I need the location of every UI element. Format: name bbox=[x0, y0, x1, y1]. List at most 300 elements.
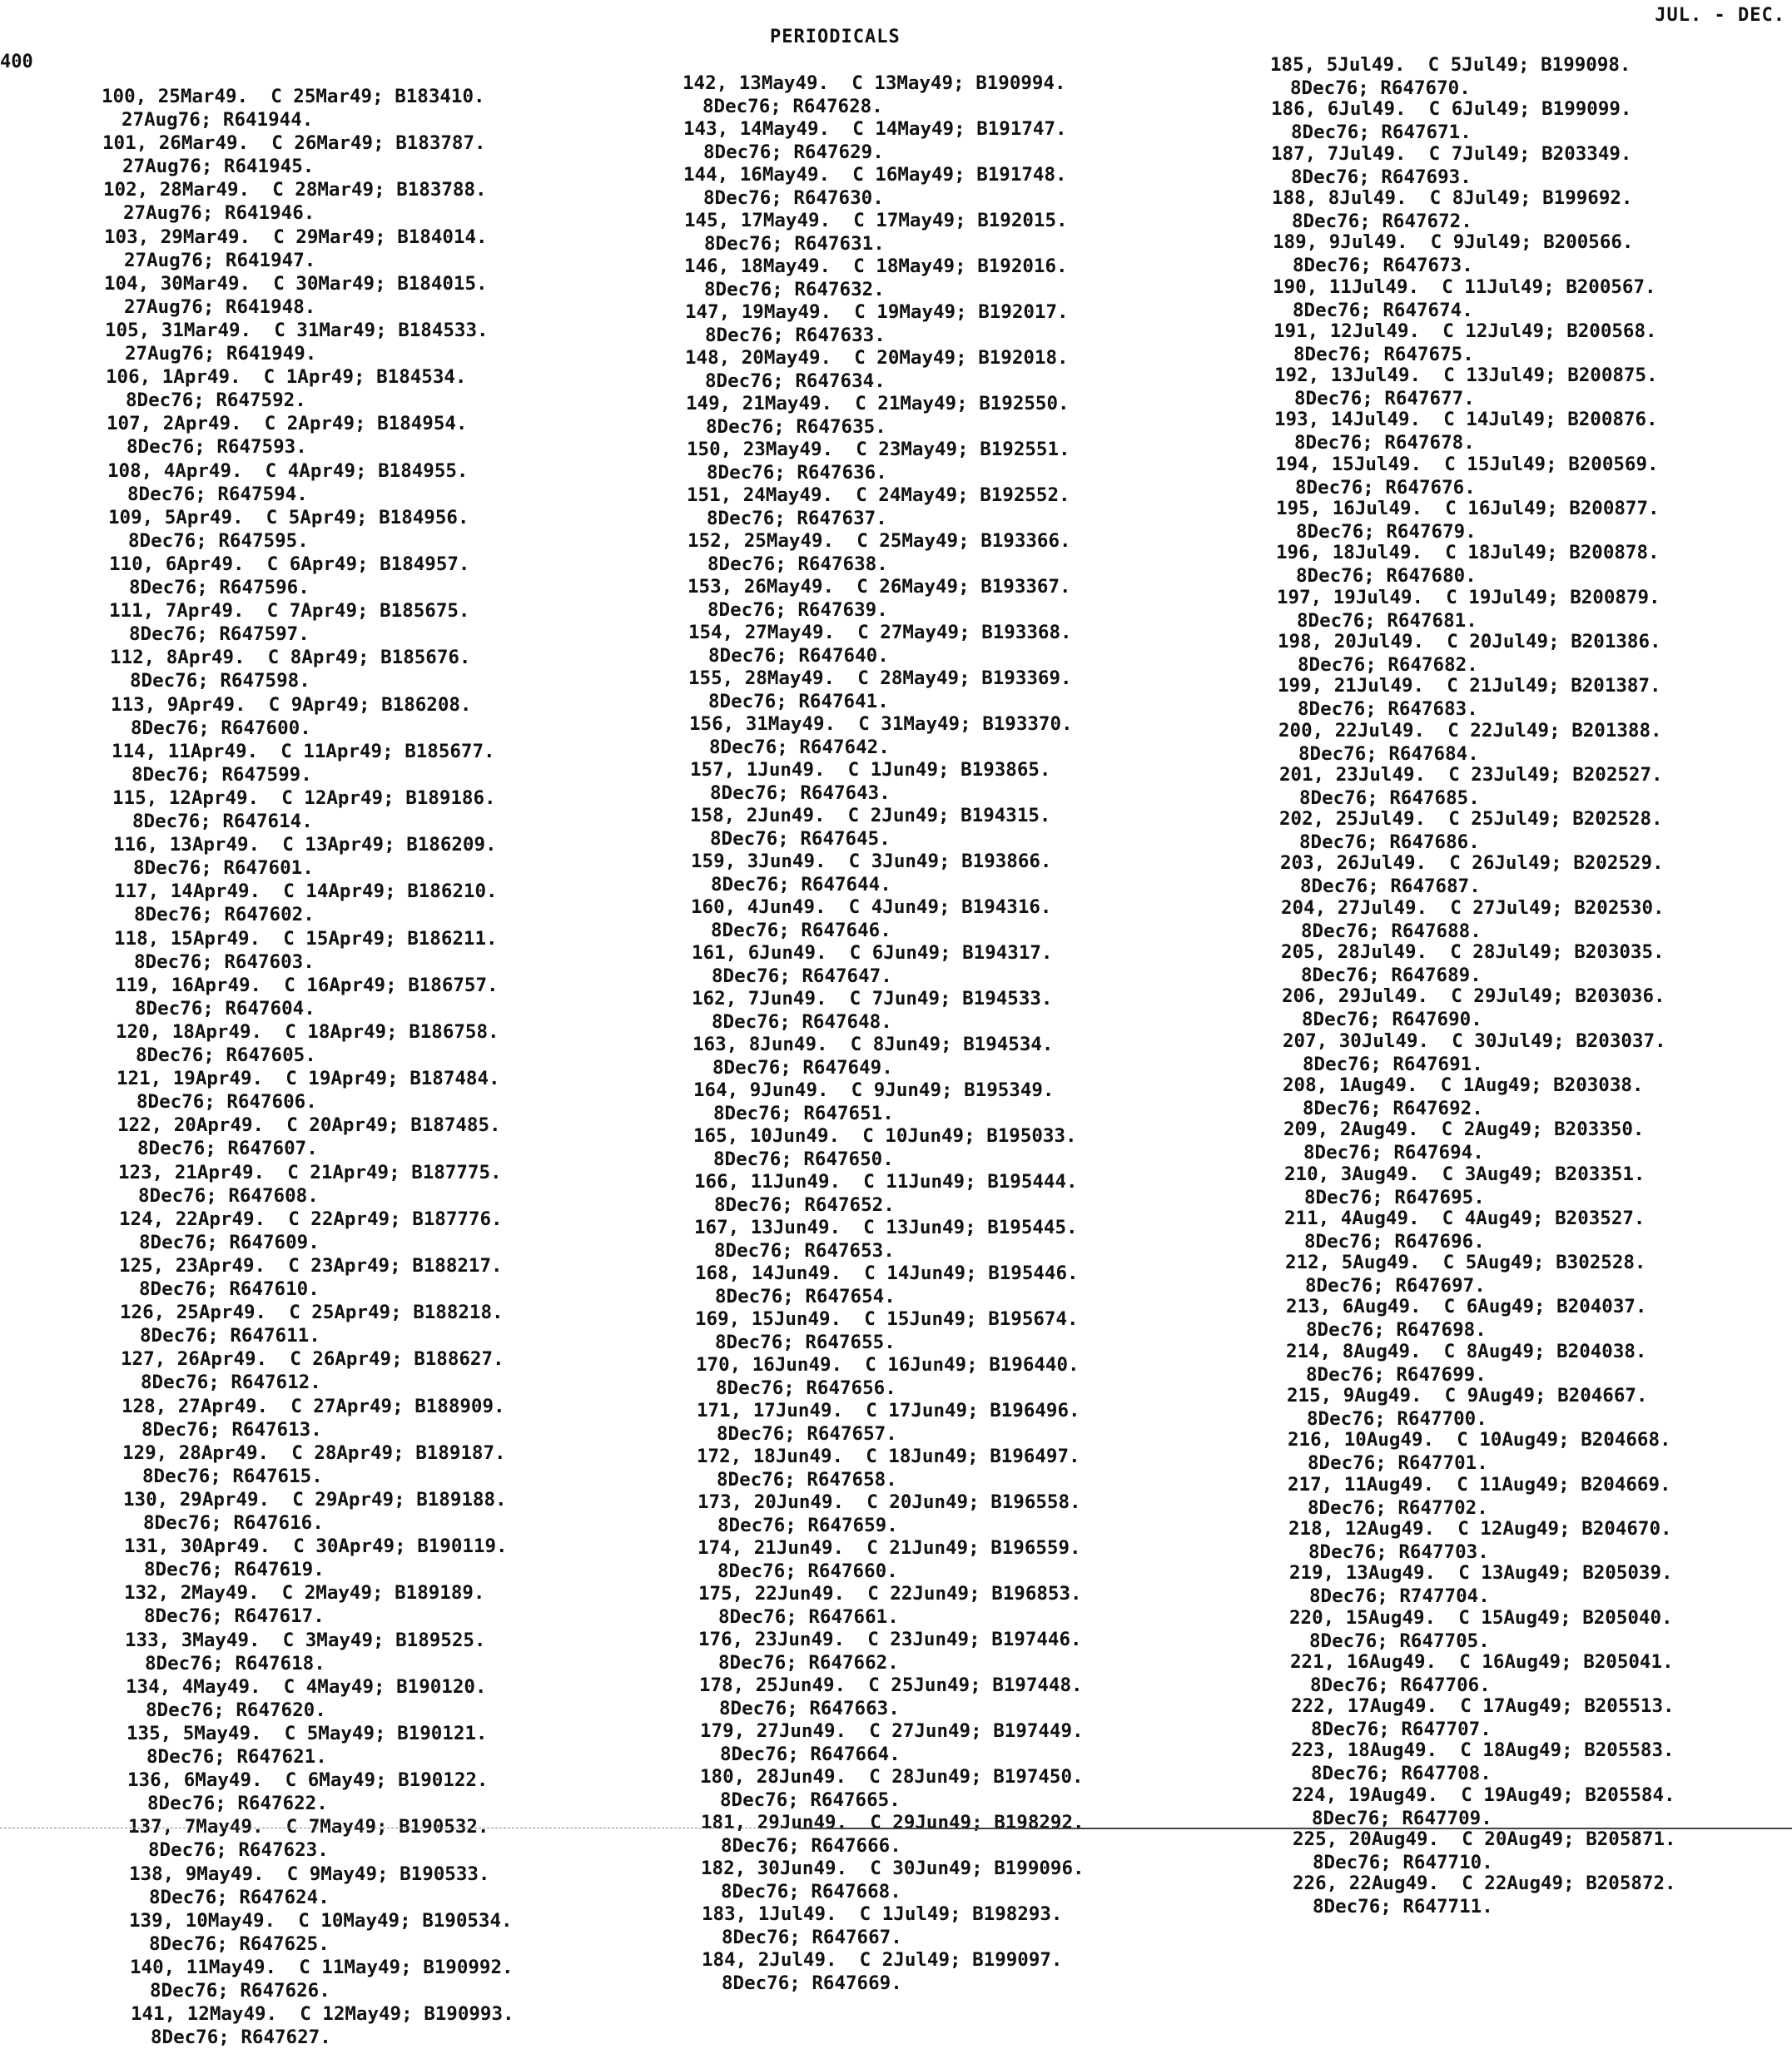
entry-line-2: 8Dec76; R647602. bbox=[134, 904, 315, 926]
entry-line-2: 8Dec76; R647638. bbox=[707, 553, 888, 575]
registration-entry bbox=[1273, 231, 1792, 277]
registration-entry bbox=[697, 1536, 1230, 1583]
entry-line-1: 116, 13Apr49. C 13Apr49; B186209. bbox=[113, 834, 497, 856]
registration-entry bbox=[111, 693, 643, 740]
registration-entry bbox=[125, 1629, 658, 1675]
entry-line-1: 194, 15Jul49. C 15Jul49; B200569. bbox=[1275, 453, 1659, 475]
entry-line-2: 8Dec76; R647679. bbox=[1296, 521, 1477, 543]
entry-line-1: 205, 28Jul49. C 28Jul49; B203035. bbox=[1281, 941, 1665, 963]
registration-entry bbox=[1270, 53, 1792, 100]
entry-line-2: 8Dec76; R647669. bbox=[722, 1972, 902, 1994]
registration-entry bbox=[115, 974, 648, 1020]
entry-line-1: 169, 15Jun49. C 15Jun49; B195674. bbox=[695, 1308, 1079, 1330]
entry-line-2: 8Dec76; R647639. bbox=[707, 599, 888, 621]
registration-entry bbox=[118, 1161, 651, 1208]
entry-line-2: 8Dec76; R647698. bbox=[1306, 1319, 1487, 1342]
entry-line-2: 8Dec76; R647655. bbox=[715, 1332, 896, 1353]
registration-entry bbox=[683, 72, 1215, 118]
entry-line-1: 189, 9Jul49. C 9Jul49; B200566. bbox=[1273, 231, 1634, 254]
registration-entry bbox=[1289, 1561, 1792, 1608]
entry-line-1: 149, 21May49. C 21May49; B192550. bbox=[686, 393, 1070, 414]
registration-entry bbox=[697, 1399, 1229, 1446]
registration-entry bbox=[123, 1488, 656, 1535]
entry-line-1: 192, 13Jul49. C 13Jul49; B200875. bbox=[1274, 365, 1658, 387]
entry-line-1: 105, 31Mar49. C 31Mar49; B184533. bbox=[105, 320, 489, 341]
registration-entry bbox=[129, 1863, 662, 1909]
entry-line-2: 8Dec76; R647653. bbox=[714, 1240, 895, 1262]
entry-line-1: 213, 6Aug49. C 6Aug49; B204037. bbox=[1286, 1296, 1647, 1318]
entry-line-1: 102, 28Mar49. C 28Mar49; B183788. bbox=[103, 179, 487, 201]
registration-entry bbox=[695, 1262, 1228, 1308]
entry-line-2: 8Dec76; R647641. bbox=[708, 691, 889, 712]
entry-line-2: 8Dec76; R647670. bbox=[1290, 77, 1471, 99]
registration-entry bbox=[701, 1811, 1234, 1858]
entry-line-1: 178, 25Jun49. C 25Jun49; B197448. bbox=[699, 1674, 1083, 1696]
entry-line-2: 8Dec76; R647636. bbox=[707, 462, 887, 484]
entry-line-1: 208, 1Aug49. C 1Aug49; B203038. bbox=[1283, 1074, 1644, 1096]
scan-rule-solid bbox=[799, 1828, 1792, 1829]
entry-line-2: 8Dec76; R647693. bbox=[1291, 166, 1472, 188]
registration-entry bbox=[1284, 1207, 1792, 1253]
entry-line-1: 161, 6Jun49. C 6Jun49; B194317. bbox=[692, 942, 1053, 964]
entry-line-1: 120, 18Apr49. C 18Apr49; B186758. bbox=[116, 1021, 499, 1043]
entry-line-1: 100, 25Mar49. C 25Mar49; B183410. bbox=[102, 86, 485, 107]
registration-entry bbox=[692, 1033, 1225, 1079]
entry-line-2: 8Dec76; R647618. bbox=[145, 1652, 325, 1674]
registration-entry bbox=[1279, 807, 1792, 854]
entry-line-1: 134, 4May49. C 4May49; B190120. bbox=[126, 1675, 487, 1698]
registration-entry bbox=[105, 319, 638, 365]
entry-line-2: 8Dec76; R647625. bbox=[149, 1932, 330, 1955]
registration-entry bbox=[683, 163, 1216, 210]
entry-line-2: 8Dec76; R647659. bbox=[717, 1515, 898, 1536]
registration-entry bbox=[120, 1301, 653, 1347]
entry-line-2: 8Dec76; R647657. bbox=[717, 1423, 897, 1445]
entry-line-1: 143, 14May49. C 14May49; B191747. bbox=[683, 118, 1067, 140]
entry-line-1: 226, 22Aug49. C 22Aug49; B205872. bbox=[1293, 1873, 1676, 1895]
registration-entry bbox=[1289, 1606, 1792, 1653]
entry-line-1: 163, 8Jun49. C 8Jun49; B194534. bbox=[692, 1034, 1054, 1055]
entry-line-1: 214, 8Aug49. C 8Aug49; B204038. bbox=[1286, 1340, 1647, 1362]
entry-line-2: 8Dec76; R647631. bbox=[704, 233, 885, 255]
entry-line-2: 8Dec76; R647599. bbox=[132, 763, 312, 786]
registration-entry bbox=[106, 365, 638, 412]
entry-line-1: 219, 13Aug49. C 13Aug49; B205039. bbox=[1289, 1562, 1673, 1585]
entry-line-1: 193, 14Jul49. C 14Jul49; B200876. bbox=[1274, 409, 1658, 431]
entry-line-1: 166, 11Jun49. C 11Jun49; B195444. bbox=[694, 1171, 1078, 1193]
registration-entry bbox=[1282, 985, 1792, 1031]
entry-line-2: 8Dec76; R647690. bbox=[1302, 1009, 1482, 1031]
entry-line-1: 135, 5May49. C 5May49; B190121. bbox=[127, 1723, 488, 1744]
registration-entry bbox=[114, 880, 647, 926]
registration-entry bbox=[684, 209, 1217, 256]
entry-line-1: 128, 27Apr49. C 27Apr49; B188909. bbox=[122, 1395, 505, 1417]
registration-entry bbox=[692, 941, 1224, 988]
entry-line-1: 138, 9May49. C 9May49; B190533. bbox=[129, 1863, 490, 1885]
entry-line-2: 8Dec76; R647689. bbox=[1301, 965, 1482, 986]
entry-line-1: 216, 10Aug49. C 10Aug49; B204668. bbox=[1288, 1429, 1671, 1451]
entry-line-1: 187, 7Jul49. C 7Jul49; B203349. bbox=[1271, 142, 1632, 165]
entry-line-1: 160, 4Jun49. C 4Jun49; B194316. bbox=[691, 896, 1052, 918]
registration-entry bbox=[683, 117, 1216, 164]
entry-line-2: 8Dec76; R647699. bbox=[1306, 1363, 1487, 1386]
entry-line-1: 130, 29Apr49. C 29Apr49; B189188. bbox=[123, 1489, 507, 1511]
entry-line-2: 27Aug76; R641946. bbox=[123, 202, 315, 225]
entry-line-1: 204, 27Jul49. C 27Jul49; B202530. bbox=[1281, 896, 1665, 919]
registration-entry bbox=[117, 1114, 650, 1160]
page-title: PERIODICALS bbox=[770, 27, 901, 47]
registration-entry bbox=[113, 833, 646, 880]
entry-line-2: 8Dec76; R747704. bbox=[1309, 1585, 1490, 1608]
registration-entry bbox=[1283, 1074, 1792, 1120]
registration-entry bbox=[690, 804, 1223, 851]
registration-entry bbox=[1288, 1517, 1792, 1564]
entry-line-2: 8Dec76; R647661. bbox=[718, 1606, 899, 1628]
registration-entry bbox=[104, 272, 637, 319]
entry-line-2: 8Dec76; R647680. bbox=[1296, 565, 1477, 588]
registration-entry bbox=[1286, 1295, 1792, 1342]
registration-entry bbox=[130, 1956, 663, 2002]
entry-line-1: 107, 2Apr49. C 2Apr49; B184954. bbox=[107, 413, 468, 435]
entry-line-2: 8Dec76; R647682. bbox=[1298, 653, 1478, 676]
entry-line-2: 8Dec76; R647709. bbox=[1312, 1807, 1492, 1829]
entry-line-1: 175, 22Jun49. C 22Jun49; B196853. bbox=[698, 1583, 1082, 1605]
entry-line-2: 8Dec76; R647633. bbox=[705, 325, 886, 346]
entry-line-1: 181, 29Jun49. C 29Jun49; B198292. bbox=[701, 1812, 1085, 1833]
registration-entry bbox=[691, 896, 1224, 942]
registration-entry bbox=[131, 2002, 663, 2049]
entry-line-2: 8Dec76; R647677. bbox=[1294, 388, 1475, 410]
entry-line-1: 164, 9Jun49. C 9Jun49; B195349. bbox=[693, 1079, 1055, 1101]
entry-line-1: 210, 3Aug49. C 3Aug49; B203351. bbox=[1284, 1163, 1646, 1185]
entry-line-2: 27Aug76; R641945. bbox=[122, 156, 315, 178]
entry-line-1: 188, 8Jul49. C 8Jul49; B199692. bbox=[1272, 186, 1633, 209]
entry-line-1: 211, 4Aug49. C 4Aug49; B203527. bbox=[1284, 1207, 1646, 1229]
entry-line-1: 179, 27Jun49. C 27Jun49; B197449. bbox=[700, 1720, 1084, 1742]
entry-line-1: 115, 12Apr49. C 12Apr49; B189186. bbox=[112, 787, 496, 809]
entry-line-1: 167, 13Jun49. C 13Jun49; B195445. bbox=[694, 1217, 1078, 1238]
entry-line-1: 184, 2Jul49. C 2Jul49; B199097. bbox=[702, 1949, 1063, 1971]
entry-line-1: 122, 20Apr49. C 20Apr49; B187485. bbox=[117, 1114, 501, 1137]
registration-entry bbox=[119, 1208, 652, 1254]
entry-line-1: 158, 2Jun49. C 2Jun49; B194315. bbox=[690, 805, 1051, 826]
registration-entry bbox=[124, 1581, 657, 1628]
registration-entry bbox=[112, 740, 644, 786]
entry-line-2: 8Dec76; R647609. bbox=[139, 1231, 320, 1253]
entry-line-2: 8Dec76; R647613. bbox=[141, 1418, 322, 1441]
entry-line-2: 8Dec76; R647691. bbox=[1303, 1053, 1483, 1075]
entry-line-1: 137, 7May49. C 7May49; B190532. bbox=[128, 1816, 489, 1838]
entry-line-2: 8Dec76; R647593. bbox=[127, 436, 307, 459]
registration-entry bbox=[124, 1535, 657, 1581]
entry-line-2: 8Dec76; R647707. bbox=[1311, 1719, 1492, 1741]
entry-line-1: 224, 19Aug49. C 19Aug49; B205584. bbox=[1292, 1784, 1675, 1806]
registration-entry bbox=[1285, 1251, 1792, 1297]
registration-entry bbox=[1278, 719, 1792, 766]
entry-line-1: 123, 21Apr49. C 21Apr49; B187775. bbox=[118, 1161, 502, 1183]
entry-line-2: 8Dec76; R647637. bbox=[707, 508, 887, 529]
registration-entry bbox=[103, 178, 636, 225]
registration-entry bbox=[687, 438, 1219, 484]
entry-line-2: 8Dec76; R647658. bbox=[717, 1469, 897, 1491]
entry-line-2: 8Dec76; R647650. bbox=[713, 1149, 894, 1170]
entry-line-1: 152, 25May49. C 25May49; B193366. bbox=[688, 530, 1071, 552]
entry-line-2: 27Aug76; R641948. bbox=[124, 295, 316, 318]
entry-line-1: 127, 26Apr49. C 26Apr49; B188627. bbox=[121, 1348, 504, 1371]
registration-entry bbox=[691, 850, 1224, 896]
entry-line-1: 145, 17May49. C 17May49; B192015. bbox=[684, 210, 1068, 231]
entry-line-1: 220, 15Aug49. C 15Aug49; B205040. bbox=[1289, 1606, 1673, 1629]
entry-line-2: 8Dec76; R647652. bbox=[714, 1194, 895, 1216]
entry-line-2: 8Dec76; R647672. bbox=[1292, 210, 1472, 232]
entry-line-1: 126, 25Apr49. C 25Apr49; B188218. bbox=[120, 1302, 504, 1324]
entry-line-1: 153, 26May49. C 26May49; B193367. bbox=[688, 576, 1071, 598]
entry-line-1: 125, 23Apr49. C 23Apr49; B188217. bbox=[119, 1255, 503, 1277]
entry-line-2: 8Dec76; R647675. bbox=[1293, 343, 1474, 365]
entry-line-2: 8Dec76; R647622. bbox=[147, 1793, 328, 1815]
entry-line-2: 8Dec76; R647697. bbox=[1305, 1275, 1486, 1297]
registration-entry bbox=[694, 1170, 1227, 1217]
registration-entry bbox=[1281, 896, 1792, 943]
registration-entry bbox=[689, 712, 1222, 759]
entry-line-1: 146, 18May49. C 18May49; B192016. bbox=[684, 256, 1068, 277]
entry-line-1: 106, 1Apr49. C 1Apr49; B184534. bbox=[106, 366, 467, 389]
entry-line-1: 225, 20Aug49. C 20Aug49; B205871. bbox=[1293, 1828, 1676, 1850]
entry-line-2: 8Dec76; R647608. bbox=[138, 1184, 319, 1207]
registration-entry bbox=[1287, 1384, 1792, 1431]
entry-line-1: 217, 11Aug49. C 11Aug49; B204669. bbox=[1288, 1473, 1671, 1496]
entry-line-2: 8Dec76; R647594. bbox=[127, 483, 308, 505]
entry-line-2: 8Dec76; R647651. bbox=[713, 1103, 894, 1124]
registration-entry bbox=[116, 1020, 648, 1067]
entry-line-2: 8Dec76; R647683. bbox=[1298, 698, 1478, 721]
entry-line-1: 151, 24May49. C 24May49; B192552. bbox=[687, 484, 1070, 506]
registration-entry bbox=[1290, 1650, 1792, 1697]
entry-line-2: 27Aug76; R641947. bbox=[124, 249, 316, 271]
entry-line-1: 121, 19Apr49. C 19Apr49; B187484. bbox=[117, 1068, 500, 1090]
entry-line-2: 8Dec76; R647684. bbox=[1298, 742, 1479, 765]
entry-line-1: 144, 16May49. C 16May49; B191748. bbox=[683, 164, 1067, 186]
entry-line-2: 8Dec76; R647635. bbox=[706, 416, 886, 438]
entry-line-1: 168, 14Jun49. C 14Jun49; B195446. bbox=[695, 1263, 1079, 1284]
registration-entry bbox=[687, 484, 1219, 530]
registration-entry bbox=[1272, 186, 1792, 233]
entry-line-1: 110, 6Apr49. C 6Apr49; B184957. bbox=[109, 553, 470, 575]
registration-entry bbox=[699, 1674, 1232, 1720]
entry-line-2: 8Dec76; R647681. bbox=[1297, 609, 1477, 632]
registration-entry bbox=[695, 1307, 1228, 1354]
entry-line-2: 8Dec76; R647654. bbox=[715, 1286, 896, 1307]
entry-line-1: 195, 16Jul49. C 16Jul49; B200877. bbox=[1276, 498, 1660, 519]
entry-line-1: 202, 25Jul49. C 25Jul49; B202528. bbox=[1279, 808, 1663, 831]
registration-entry bbox=[1280, 851, 1792, 898]
registration-entry bbox=[102, 85, 634, 131]
registration-entry bbox=[112, 786, 645, 833]
entry-line-2: 8Dec76; R647616. bbox=[143, 1512, 324, 1534]
registration-entry bbox=[692, 987, 1224, 1034]
entry-line-2: 8Dec76; R647665. bbox=[720, 1789, 901, 1811]
registration-entry bbox=[109, 553, 642, 599]
entry-line-1: 183, 1Jul49. C 1Jul49; B198293. bbox=[702, 1903, 1063, 1925]
entry-line-1: 132, 2May49. C 2May49; B189189. bbox=[124, 1582, 485, 1605]
entry-line-1: 198, 20Jul49. C 20Jul49; B201386. bbox=[1278, 630, 1661, 652]
registration-entry bbox=[109, 599, 642, 646]
registration-entry bbox=[126, 1675, 658, 1722]
registration-entry bbox=[686, 392, 1219, 439]
entry-line-2: 8Dec76; R647696. bbox=[1304, 1230, 1485, 1253]
registration-entry bbox=[700, 1765, 1233, 1812]
registration-entry bbox=[1283, 1118, 1792, 1164]
entry-line-1: 113, 9Apr49. C 9Apr49; B186208. bbox=[111, 693, 472, 716]
registration-entry bbox=[127, 1769, 660, 1815]
entry-line-1: 133, 3May49. C 3May49; B189525. bbox=[125, 1629, 486, 1651]
entry-line-2: 8Dec76; R647706. bbox=[1310, 1674, 1491, 1696]
entry-line-2: 8Dec76; R647611. bbox=[140, 1325, 320, 1347]
registration-entry bbox=[698, 1582, 1231, 1629]
entry-line-1: 162, 7Jun49. C 7Jun49; B194533. bbox=[692, 988, 1053, 1010]
registration-entry bbox=[690, 758, 1223, 805]
entry-line-2: 8Dec76; R647595. bbox=[128, 529, 309, 552]
registration-entry bbox=[110, 646, 643, 692]
registration-entry bbox=[1274, 364, 1792, 410]
entry-line-2: 8Dec76; R647695. bbox=[1304, 1186, 1485, 1208]
registration-entry bbox=[698, 1628, 1231, 1674]
entry-line-2: 8Dec76; R647708. bbox=[1311, 1763, 1492, 1785]
entry-line-2: 8Dec76; R647592. bbox=[126, 389, 306, 412]
entry-line-2: 8Dec76; R647710. bbox=[1313, 1852, 1493, 1873]
registration-entry bbox=[1283, 1029, 1792, 1076]
registration-entry bbox=[697, 1445, 1229, 1491]
registration-entry bbox=[1271, 97, 1792, 144]
entry-line-2: 8Dec76; R647624. bbox=[149, 1886, 330, 1908]
entry-line-1: 171, 17Jun49. C 17Jun49; B196496. bbox=[697, 1400, 1080, 1421]
registration-entry bbox=[122, 1441, 655, 1488]
entry-line-1: 141, 12May49. C 12May49; B190993. bbox=[131, 2003, 514, 2026]
entry-line-1: 185, 5Jul49. C 5Jul49; B199098. bbox=[1270, 54, 1631, 76]
registration-entry bbox=[1288, 1428, 1792, 1475]
entry-line-2: 8Dec76; R647701. bbox=[1308, 1452, 1488, 1475]
entry-line-1: 103, 29Mar49. C 29Mar49; B184014. bbox=[104, 226, 488, 248]
entry-line-2: 8Dec76; R647676. bbox=[1295, 476, 1476, 499]
registration-entry bbox=[688, 575, 1220, 622]
entry-line-1: 155, 28May49. C 28May49; B193369. bbox=[688, 667, 1072, 689]
entry-line-1: 209, 2Aug49. C 2Aug49; B203350. bbox=[1283, 1119, 1645, 1141]
entry-line-2: 8Dec76; R647612. bbox=[141, 1372, 321, 1394]
entry-line-1: 201, 23Jul49. C 23Jul49; B202527. bbox=[1279, 763, 1663, 786]
entry-line-2: 8Dec76; R647646. bbox=[711, 920, 891, 941]
entry-line-1: 148, 20May49. C 20May49; B192018. bbox=[685, 347, 1069, 369]
registration-entry bbox=[1274, 408, 1792, 454]
entry-line-2: 8Dec76; R647645. bbox=[710, 828, 891, 850]
entry-line-1: 150, 23May49. C 23May49; B192551. bbox=[687, 439, 1070, 460]
entry-line-2: 8Dec76; R647700. bbox=[1307, 1408, 1487, 1430]
registration-entry bbox=[694, 1216, 1227, 1263]
entry-line-1: 147, 19May49. C 19May49; B192017. bbox=[685, 301, 1069, 323]
entry-line-1: 165, 10Jun49. C 10Jun49; B195033. bbox=[693, 1125, 1077, 1147]
date-range: JUL. - DEC. bbox=[1655, 5, 1785, 26]
entry-line-1: 129, 28Apr49. C 28Apr49; B189187. bbox=[122, 1441, 506, 1464]
entry-line-2: 8Dec76; R647601. bbox=[133, 857, 314, 880]
entry-line-1: 197, 19Jul49. C 19Jul49; B200879. bbox=[1277, 586, 1660, 608]
registration-entry bbox=[1293, 1872, 1792, 1918]
registration-entry bbox=[1291, 1694, 1792, 1741]
entry-line-1: 173, 20Jun49. C 20Jun49; B196558. bbox=[697, 1491, 1081, 1513]
entry-line-2: 8Dec76; R647600. bbox=[131, 717, 311, 739]
registration-entry bbox=[1281, 940, 1792, 987]
entry-line-2: 8Dec76; R647644. bbox=[711, 874, 891, 896]
registration-entry bbox=[114, 927, 647, 974]
registration-entry bbox=[1288, 1473, 1792, 1520]
registration-entry bbox=[129, 1909, 662, 1956]
registration-entry bbox=[1291, 1739, 1792, 1785]
registration-entry bbox=[108, 506, 641, 553]
registration-entry bbox=[1276, 541, 1792, 588]
entry-line-2: 8Dec76; R647632. bbox=[704, 279, 885, 300]
registration-entry bbox=[1271, 142, 1792, 189]
registration-entry bbox=[1278, 674, 1792, 721]
entry-line-2: 8Dec76; R647626. bbox=[150, 1980, 330, 2002]
entry-line-1: 111, 7Apr49. C 7Apr49; B185675. bbox=[109, 600, 470, 623]
registration-entry bbox=[688, 667, 1221, 713]
entry-line-1: 221, 16Aug49. C 16Aug49; B205041. bbox=[1290, 1650, 1674, 1673]
entry-line-1: 176, 23Jun49. C 23Jun49; B197446. bbox=[698, 1629, 1082, 1650]
entry-line-1: 124, 22Apr49. C 22Apr49; B187776. bbox=[119, 1208, 503, 1230]
entry-line-2: 8Dec76; R647686. bbox=[1299, 831, 1480, 854]
entry-line-2: 8Dec76; R647606. bbox=[137, 1091, 317, 1114]
entry-line-1: 101, 26Mar49. C 26Mar49; B183787. bbox=[102, 132, 486, 155]
entry-line-1: 140, 11May49. C 11May49; B190992. bbox=[130, 1957, 514, 1978]
entry-line-1: 190, 11Jul49. C 11Jul49; B200567. bbox=[1273, 275, 1656, 298]
entry-line-2: 8Dec76; R647671. bbox=[1291, 122, 1472, 144]
entry-line-2: 8Dec76; R647642. bbox=[709, 737, 890, 758]
entry-line-1: 104, 30Mar49. C 30Mar49; B184015. bbox=[104, 272, 488, 295]
registration-entry bbox=[1278, 630, 1792, 677]
entry-line-2: 8Dec76; R647607. bbox=[137, 1138, 318, 1160]
entry-line-2: 8Dec76; R647666. bbox=[721, 1835, 901, 1857]
registration-entry bbox=[1292, 1784, 1792, 1830]
registration-entry bbox=[696, 1353, 1229, 1400]
entry-line-1: 172, 18Jun49. C 18Jun49; B196497. bbox=[697, 1446, 1080, 1467]
entry-line-2: 8Dec76; R647648. bbox=[712, 1011, 892, 1033]
registration-entry bbox=[685, 346, 1218, 393]
entry-line-2: 8Dec76; R647620. bbox=[146, 1699, 326, 1721]
entry-line-2: 8Dec76; R647628. bbox=[702, 96, 883, 117]
entry-line-1: 186, 6Jul49. C 6Jul49; B199099. bbox=[1271, 98, 1632, 121]
entry-line-1: 108, 4Apr49. C 4Apr49; B184955. bbox=[107, 459, 469, 482]
entry-line-2: 8Dec76; R647605. bbox=[136, 1044, 316, 1066]
registration-entry bbox=[685, 300, 1218, 347]
entry-line-2: 8Dec76; R647685. bbox=[1299, 786, 1480, 809]
registration-entry bbox=[701, 1857, 1234, 1903]
entry-line-1: 109, 5Apr49. C 5Apr49; B184956. bbox=[108, 506, 469, 528]
entry-line-1: 203, 26Jul49. C 26Jul49; B202529. bbox=[1280, 852, 1664, 875]
entry-line-1: 191, 12Jul49. C 12Jul49; B200568. bbox=[1273, 320, 1657, 342]
entry-line-1: 170, 16Jun49. C 16Jun49; B196440. bbox=[696, 1354, 1080, 1376]
registration-entry bbox=[107, 412, 639, 459]
entry-line-2: 8Dec76; R647643. bbox=[710, 782, 891, 804]
entry-line-1: 207, 30Jul49. C 30Jul49; B203037. bbox=[1283, 1029, 1666, 1052]
registration-entry bbox=[1293, 1828, 1792, 1874]
entry-line-1: 159, 3Jun49. C 3Jun49; B193866. bbox=[691, 851, 1052, 872]
registration-entry bbox=[693, 1079, 1226, 1125]
entry-line-2: 8Dec76; R647610. bbox=[139, 1278, 320, 1300]
entry-line-1: 182, 30Jun49. C 30Jun49; B199096. bbox=[701, 1858, 1085, 1879]
entry-line-2: 8Dec76; R647673. bbox=[1293, 255, 1473, 277]
entry-line-1: 131, 30Apr49. C 30Apr49; B190119. bbox=[124, 1536, 508, 1558]
registration-entry bbox=[697, 1491, 1230, 1537]
registration-entry bbox=[684, 255, 1217, 301]
entry-line-1: 142, 13May49. C 13May49; B190994. bbox=[683, 72, 1066, 94]
